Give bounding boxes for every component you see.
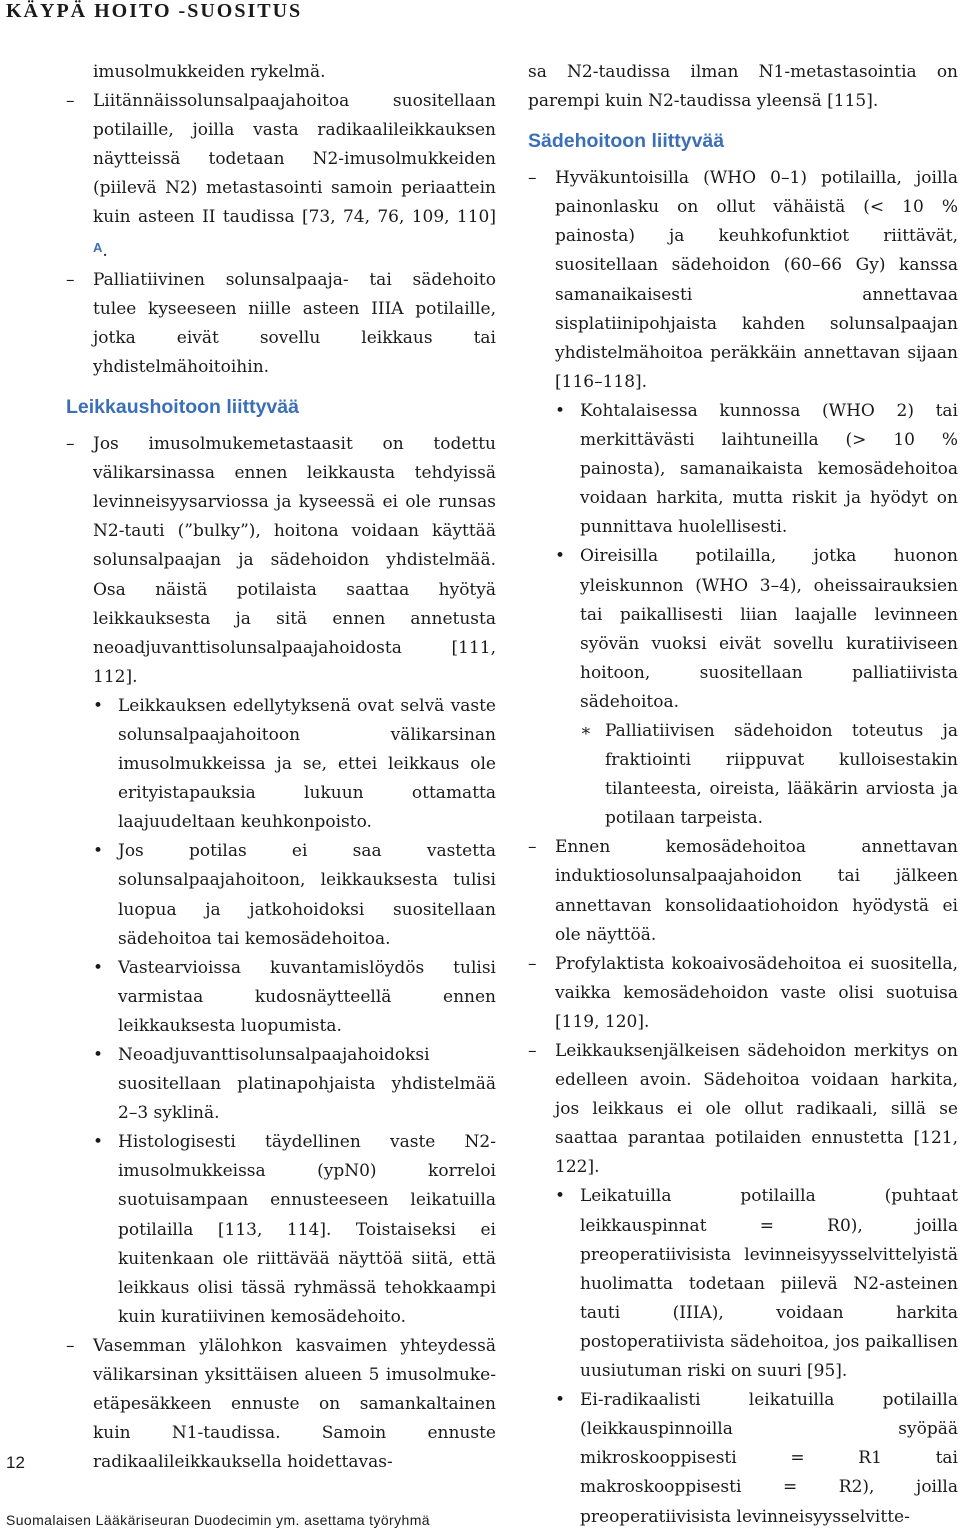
section-heading: Leikkaushoitoon liittyvää	[66, 396, 299, 419]
paragraph: sa N2-taudissa ilman N1-metastasointia on parempi kuin N2-taudissa yleensä [115].	[528, 62, 958, 112]
evidence-grade-badge: A	[93, 239, 103, 255]
bullet-item: • Jos potilas ei saa vastetta solunsalpaajahoitoon, leikkauksesta tulisi luopua ja jatkohoidoksi suositellaan sädehoitoa tai kemosädehoitoa.	[66, 837, 496, 953]
section-heading: Sädehoitoon liittyvää	[528, 130, 725, 153]
dash-item: – Leikkauksenjälkeisen sädehoidon merkitys on edelleen avoin. Sädehoitoa voidaan harkita, jos leikkaus ei ole ollut radikaali, sillä se saattaa parantaa potilaiden ennustetta [121, 122].	[528, 1037, 958, 1182]
dash-item	[66, 87, 496, 266]
bullet-item: • Ei-radikaalisti leikatuilla potilailla (leikkauspinnoilla syöpää mikroskooppisesti = R1 tai makroskooppisesti = R2), joilla preoperatiivisista levinneisyysselvitte-	[528, 1386, 958, 1531]
left-column	[66, 58, 496, 1477]
bullet-item: • Histologisesti täydellinen vaste N2-imusolmukkeissa (ypN0) korreloi suotuisampaan ennusteeseen leikatuilla potilailla [113, 114]. Toistaiseksi ei kuitenkaan ole riittävää näyttöä siitä, että leikkaus olisi tässä ryhmässä tehokkaampi kuin kuratiivinen kemosädehoito.	[66, 1128, 496, 1332]
bullet-item: • Leikatuilla potilailla (puhtaat leikkauspinnat = R0), joilla preoperatiivisista levinneisyysselvittelyistä huolimatta todetaan piilevä N2-asteinen tauti (IIIA), voidaan harkita postoperatiivista sädehoitoa, jos paikallisen uusiutuman riski on suuri [95].	[528, 1182, 958, 1386]
bullet-item: • Leikkauksen edellytyksenä ovat selvä vaste solunsalpaajahoitoon välikarsinan imusolmukkeissa ja se, ettei leikkaus ole erityistapauksia lukuun ottamatta laajuudeltaan keuhkonpoisto.	[66, 692, 496, 837]
dash-item: – Profylaktista kokoaivosädehoitoa ei suositella, vaikka kemosädehoidon vaste olisi suotuisa [119, 120].	[528, 950, 958, 1037]
dash-item: – Ennen kemosädehoitoa annettavan induktiosolunsalpaajahoidon tai jälkeen annettavan konsolidaatiohoidon hyödystä ei ole näyttöä.	[528, 833, 958, 949]
paragraph: imusolmukkeiden rykelmä.	[93, 62, 326, 82]
item-text-end: .	[102, 240, 108, 261]
bullet-item: • Kohtalaisessa kunnossa (WHO 2) tai merkittävästi laihtuneilla (> 10 % painosta), samanaikaista kemosädehoitoa voidaan harkita, mutta riskit ja hyödyt on punnittava huolellisesti.	[528, 397, 958, 542]
footer-credit: Suomalaisen Lääkäriseuran Duodecimin ym. asettama työryhmä	[6, 1512, 430, 1528]
bullet-item: • Neoadjuvanttisolunsalpaajahoidoksi suositellaan platinapohjaista yhdistelmää 2–3 syklinä.	[66, 1041, 496, 1128]
dash-item: – Hyväkuntoisilla (WHO 0–1) potilailla, joilla painonlasku on ollut vähäistä (< 10 % painosta) ja keuhkofunktiot riittävät, suositellaan sädehoidon (60–66 Gy) kanssa samanaikaisesti annettavaa sisplatiinipohjaista kahden solunsalpaajan yhdistelmähoitoa peräkkäin annettavan sijaan [116–118].	[528, 164, 958, 397]
bullet-item: • Vastearvioissa kuvantamislöydös tulisi varmistaa kudosnäytteellä ennen leikkauksesta luopumista.	[66, 954, 496, 1041]
sub-bullet-item: ∗ Palliatiivisen sädehoidon toteutus ja fraktiointi riippuvat kulloisestakin tilanteesta, oireista, lääkärin arviosta ja potilaan tarpeista.	[528, 717, 958, 833]
dash-item: – Vasemman ylälohkon kasvaimen yhteydessä välikarsinan yksittäisen alueen 5 imusolmuke-etäpesäkkeen ennuste on samankaltainen kuin N1-taudissa. Samoin ennuste radikaalileikkauksella hoidettavas-	[66, 1332, 496, 1477]
bullet-item: • Oireisilla potilailla, jotka huonon yleiskunnon (WHO 3–4), oheissairauksien tai paikallisesti liian laajalle levinneen syövän vuoksi eivät sovellu kuratiiviseen hoitoon, suositellaan palliatiivista sädehoitoa.	[528, 542, 958, 717]
right-column	[528, 58, 958, 1532]
dash-item: – Palliatiivinen solunsalpaaja- tai sädehoito tulee kyseeseen niille asteen IIIA potilaille, jotka eivät sovellu leikkaus tai yhdistelmähoitoihin.	[66, 266, 496, 382]
page-number: 12	[6, 1453, 25, 1472]
masthead: KÄYPÄ HOITO -SUOSITUS	[6, 0, 303, 22]
item-text: Liitännäissolunsalpaajahoitoa suositellaan potilaille, joilla vasta radikaalileikkauksen näytteissä todetaan N2-imusolmukkeiden (piilevä N2) metastasointi samoin periaattein kuin asteen II taudissa [73, 74, 76, 109, 110]	[93, 91, 496, 228]
dash-item: – Jos imusolmukemetastaasit on todettu välikarsinassa ennen leikkausta tehdyissä levinneisyysarviossa ja kyseessä ei ole runsas N2-tauti (”bulky”), hoitona voidaan käyttää solunsalpaajan ja sädehoidon yhdistelmää. Osa näistä potilaista saattaa hyötyä leikkauksesta ja sitä ennen annetusta neoadjuvanttisolunsalpaajahoidosta [111, 112].	[66, 430, 496, 692]
